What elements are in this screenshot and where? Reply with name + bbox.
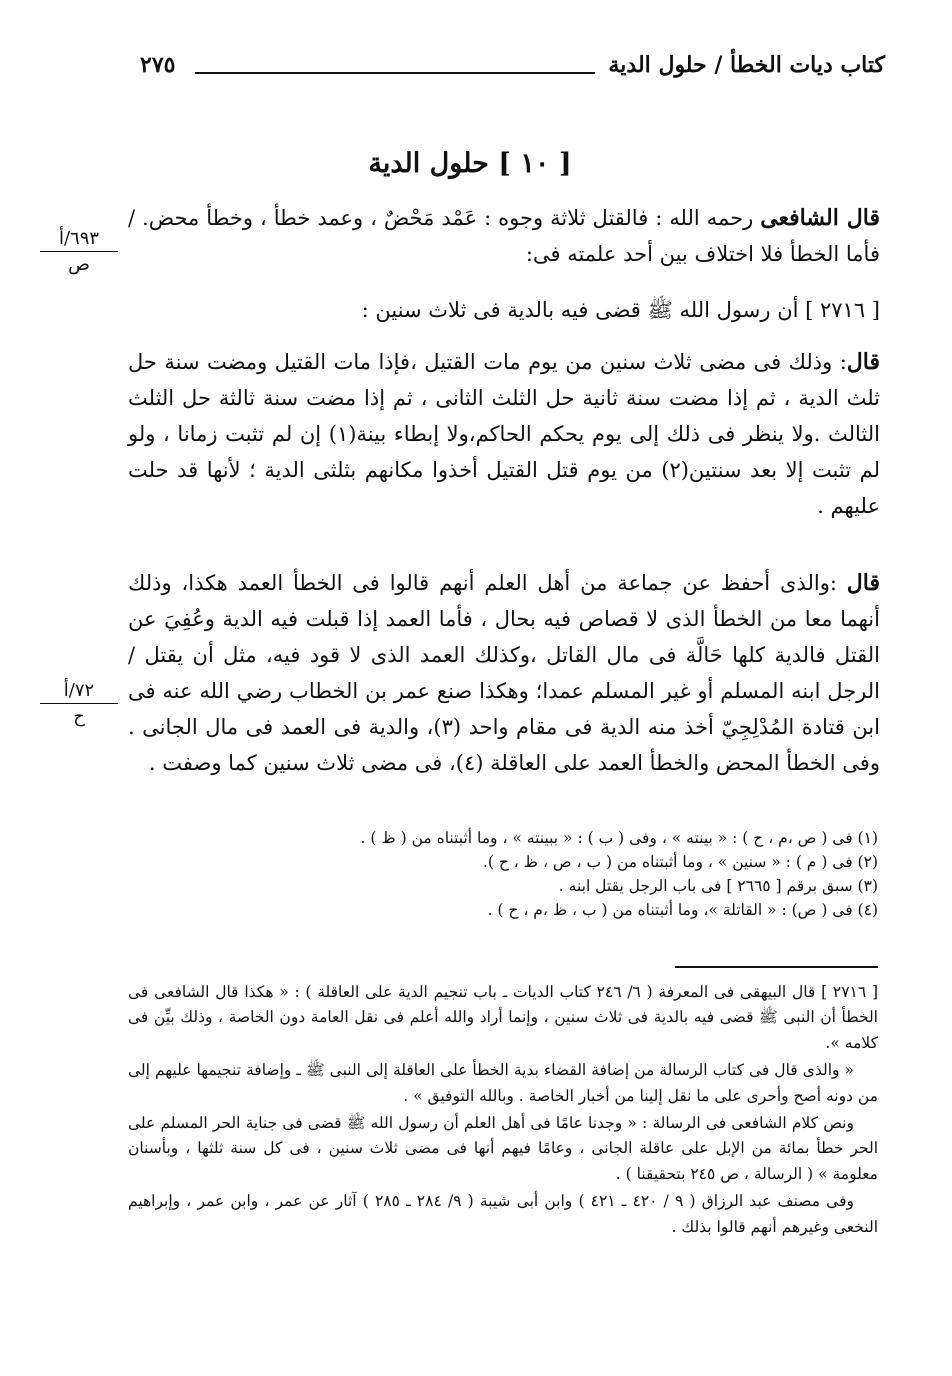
footnote: (٢) فى ( م ) : « سنين » ، وما أثبتناه من ( ب ، ص ، ظ ، ح ). (482, 853, 878, 871)
commentary (128, 980, 878, 1242)
running-title: كتاب ديات الخطأ / حلول الدية (608, 52, 885, 78)
commentary-paragraph: وفى مصنف عبد الرزاق ( ٩ / ٤٢٠ ـ ٤٢١ ) وابن أبى شيبة ( ٩/ ٢٨٤ ـ ٢٨٥ ) آثار عن عمر ، وابن عمر ، وإبراهيم النخعى وغيرهم أنهم قالوا بذلك . (128, 1192, 878, 1236)
page-number: ٢٧٥ (140, 52, 176, 78)
body-paragraph (128, 565, 880, 781)
margin-note (40, 228, 118, 275)
margin-manuscript-siglum: ح (73, 706, 85, 727)
commentary-rule (675, 966, 878, 968)
paragraph-text: رحمه الله : فالقتل ثلاثة وجوه : عَمْد مَحْضٌ ، وعمد خطأ ، وخطأ محض. / فأما الخطأ فلا اختلاف بين أحد علمته فى: (128, 206, 880, 266)
margin-manuscript-siglum: ص (68, 254, 90, 275)
footnotes (300, 826, 878, 922)
header-rule (195, 72, 595, 74)
margin-note (40, 680, 118, 727)
footnote: (١) فى ( ص ،م ، ح ) : « بينته » ، وفى ( ب ) : « ببينته » ، وما أثبتناه من ( ظ ) . (360, 829, 878, 847)
paragraph-text: [ ٢٧١٦ ] أن رسول الله ﷺ قضى فيه بالدية فى ثلاث سنين : (361, 298, 880, 322)
body-paragraph (128, 200, 880, 272)
margin-folio: ٦٩٣/أ (40, 228, 118, 252)
margin-folio: ٧٢/أ (40, 680, 118, 704)
commentary-paragraph: [ ٢٧١٦ ] قال البيهقى فى المعرفة ( ٦/ ٢٤٦ كتاب الديات ـ باب تنجيم الدية على العاقلة ) : « هكذا قال الشافعى فى الخطأ أن النبى ﷺ قضى فيه بالدية فى ثلاث سنين ، وإنما أراد والله أعلم فى نقل العامة دون الخاصة ، وذلك بيِّن فى كلامه ». (128, 983, 878, 1052)
speaker-lead: قال (846, 349, 880, 375)
hadith-paragraph (128, 292, 880, 328)
footnote: (٤) فى ( ص) : « القاتلة »، وما أثبتناه من ( ب ، ظ ،م ، ح ) . (487, 901, 878, 919)
section-title: [ ١٠ ] حلول الدية (368, 148, 572, 179)
speaker-lead: قال الشافعى (760, 205, 880, 231)
paragraph-text: : وذلك فى مضى ثلاث سنين من يوم مات القتيل ،فإذا مات القتيل ومضت سنة حل ثلث الدية ، ثم إذا مضت سنة ثانية حل الثلث الثانى ، ثم إذا مضت سنة ثالثة حل الثلث الثالث .ولا ينظر فى ذلك إلى يوم يحكم الحاكم،ولا إبطاء بينة(١) إن لم تثبت زمانا ، ولو لم تثبت إلا بعد سنتين(٢) من يوم قتل القتيل أخذوا مكانهم بثلثى الدية ؛ لأنها قد حلت عليهم . (128, 350, 880, 518)
footnote: (٣) سبق برقم [ ٢٦٦٥ ] فى باب الرجل يقتل ابنه . (558, 877, 878, 895)
paragraph-text: :والذى أحفظ عن جماعة من أهل العلم أنهم قالوا فى الخطأ العمد هكذا، وذلك أنهما معا من الخطأ الذى لا قصاص فيه بحال ، فأما العمد إذا قبلت فيه الدية وعُفِيَ عن القتل فالدية كلها حَالَّة فى مال القاتل ،وكذلك العمد الذى لا قود فيه، مثل أن يقتل / الرجل ابنه المسلم أو غير المسلم عمدا؛ وهكذا صنع عمر بن الخطاب رضي الله عنه فى ابن قتادة المُدْلِجِيّ أخذ منه الدية فى مقام واحد (٣)، والدية فى العمد فى مال الجانى . وفى الخطأ المحض والخطأ العمد على العاقلة (٤)، فى مضى ثلاث سنين كما وصفت . (128, 571, 880, 775)
speaker-lead: قال (846, 570, 880, 596)
commentary-paragraph: ونص كلام الشافعى فى الرسالة : « وجدنا عامًا فى أهل العلم أن رسول الله ﷺ قضى فى جناية الحر المسلم على الحر خطأ بمائة من الإبل على عاقلة الجانى ، وعامًا فيهم أنها فى مضى ثلاث سنين ، فى كل سنة ثلثها ، وبأسنان معلومة » ( الرسالة ، ص ٢٤٥ بتحقيقنا ) . (128, 1114, 878, 1183)
page-header (140, 52, 885, 92)
body-paragraph (128, 344, 880, 524)
commentary-paragraph: « والذى قال فى كتاب الرسالة من إضافة القضاء بدية الخطأ على العاقلة إلى النبى ﷺ ـ وإضافة تنجيمها عليهم إلى من دونه أصح وأحرى على ما نقل إلينا من أخبار الخاصة . وبالله التوفيق » . (128, 1061, 878, 1105)
